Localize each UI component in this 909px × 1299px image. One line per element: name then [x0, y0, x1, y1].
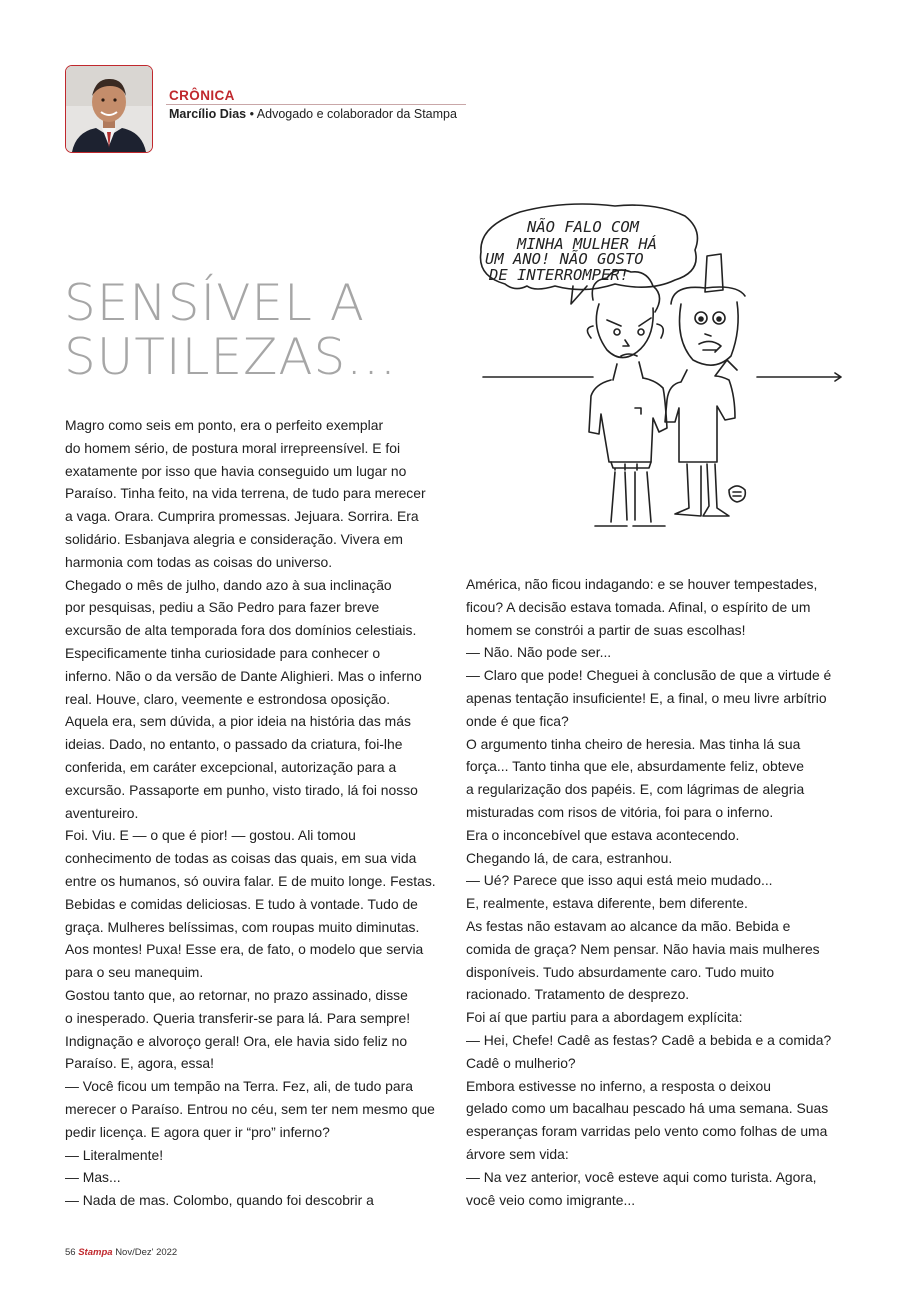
- paragraph-line: do homem sério, de postura moral irrepreensível. E foi: [65, 439, 401, 456]
- paragraph-line: Aquela era, sem dúvida, a pior ideia na história das más: [65, 713, 411, 730]
- paragraph-line: você veio como imigrante...: [466, 1191, 636, 1208]
- paragraph-line: exatamente por isso que havia conseguido um lugar no: [65, 462, 407, 479]
- paragraph-line: Bebidas e comidas deliciosas. E tudo à vontade. Tudo de: [65, 895, 418, 912]
- paragraph-line: América, não ficou indagando: e se houver tempestades,: [466, 576, 818, 592]
- balloon-line-2: MINHA MULHER HÁ: [517, 235, 657, 253]
- paragraph-line: real. Houve, claro, veemente e estrondosa oposição.: [65, 690, 391, 707]
- issue-date: Nov/Dez' 2022: [115, 1247, 178, 1258]
- paragraph-line: Foi. Viu. E — o que é pior! — gostou. Ali tomou: [65, 827, 356, 844]
- cartoon-man-with-hat: [665, 254, 745, 516]
- paragraph-line: Indignação e alvoroço geral! Ora, ele havia sido feliz no: [65, 1032, 408, 1049]
- paragraph-line: inferno. Não o da versão de Dante Alighieri. Mas o inferno: [65, 667, 422, 684]
- paragraph-line: Especificamente tinha curiosidade para conhecer o: [65, 644, 381, 661]
- paragraph-line: — Na vez anterior, você esteve aqui como turista. Agora,: [466, 1168, 817, 1185]
- article-headline: [64, 276, 397, 384]
- paragraph-line: — Ué? Parece que isso aqui está meio mudado...: [466, 872, 773, 889]
- byline: [169, 107, 457, 121]
- paragraph-line: a vaga. Orara. Cumprira promessas. Jejuara. Sorrira. Era: [65, 508, 419, 525]
- paragraph-line: — Nada de mas. Colombo, quando foi descobrir a: [65, 1192, 374, 1209]
- paragraph-line: solidário. Esbanjava alegria e consideração. Vivera em: [65, 530, 403, 547]
- author-name: Marcílio Dias: [169, 107, 247, 121]
- paragraph-line: — Claro que pode! Cheguei à conclusão de que a virtude é: [466, 667, 832, 684]
- section-label: CRÔNICA: [169, 88, 235, 103]
- paragraph-line: — Não. Não pode ser...: [466, 644, 612, 661]
- paragraph-line: Embora estivesse no inferno, a resposta o deixou: [466, 1077, 771, 1094]
- paragraph-line: a regularização dos papéis. E, com lágrimas de alegria: [466, 781, 805, 798]
- paragraph-line: Aos montes! Puxa! Esse era, de fato, o modelo que servia: [65, 941, 424, 958]
- paragraph-line: Magro como seis em ponto, era o perfeito exemplar: [65, 417, 384, 433]
- paragraph-line: Chegado o mês de julho, dando azo à sua inclinação: [65, 576, 392, 593]
- paragraph-line: graça. Mulheres belíssimas, com roupas muito diminutas.: [65, 918, 420, 935]
- paragraph-line: para o seu manequim.: [65, 964, 204, 981]
- paragraph-line: conferida, em caráter excepcional, autorização para a: [65, 758, 397, 775]
- balloon-tail: [571, 286, 587, 304]
- paragraph-line: — Você ficou um tempão na Terra. Fez, ali, de tudo para: [65, 1078, 413, 1095]
- paragraph-line: — Literalmente!: [65, 1146, 164, 1163]
- paragraph-line: árvore sem vida:: [466, 1145, 569, 1162]
- paragraph-line: excursão. Passaporte em punho, visto tirado, lá foi nosso: [65, 781, 418, 798]
- headline-line-2: SUTILEZAS...: [64, 328, 397, 386]
- paragraph-line: apenas tentação insuficiente! E, a final, o meu livre arbítrio: [466, 689, 827, 706]
- article-column-2: [466, 573, 831, 1211]
- paragraph-line: racionado. Tratamento de desprezo.: [466, 986, 690, 1003]
- paragraph-line: — Hei, Chefe! Cadê as festas? Cadê a bebida e a comida?: [466, 1031, 832, 1048]
- paragraph-line: comida de graça? Nem pensar. Não havia mais mulheres: [466, 940, 820, 957]
- paragraph-line: Era o inconcebível que estava acontecendo.: [466, 826, 740, 843]
- paragraph-line: Chegando lá, de cara, estranhou.: [466, 849, 673, 866]
- cartoon-man-angry: [587, 270, 667, 526]
- paragraph-line: por pesquisas, pediu a São Pedro para fazer breve: [65, 599, 380, 616]
- paragraph-line: Gostou tanto que, ao retornar, no prazo assinado, disse: [65, 986, 408, 1003]
- headline-line-1: SENSÍVEL A: [64, 274, 365, 332]
- paragraph-line: homem se constrói a partir de suas escolhas!: [466, 621, 746, 638]
- paragraph-line: As festas não estavam ao alcance da mão. Bebida e: [466, 917, 791, 934]
- paragraph-line: ideias. Dado, no entanto, o passado da criatura, foi-lhe: [65, 736, 403, 753]
- balloon-line-1: NÃO FALO COM: [527, 218, 639, 236]
- paragraph-line: merecer o Paraíso. Entrou no céu, sem ter nem mesmo que: [65, 1100, 435, 1117]
- paragraph-line: gelado como um bacalhau pescado há uma semana. Suas: [466, 1100, 829, 1117]
- balloon-line-3: UM ANO! NÃO GOSTO: [485, 250, 644, 268]
- paragraph-line: E, realmente, estava diferente, bem diferente.: [466, 895, 748, 912]
- paragraph-line: entre os humanos, só ouvira falar. E de muito longe. Festas.: [65, 872, 436, 889]
- paragraph-line: conhecimento de todas as coisas das quais, em sua vida: [65, 850, 417, 867]
- magazine-name: Stampa: [78, 1247, 113, 1258]
- paragraph-line: harmonia com todas as coisas do universo.: [65, 553, 333, 570]
- paragraph-line: O argumento tinha cheiro de heresia. Mas tinha lá sua: [466, 735, 801, 752]
- paragraph-line: esperanças foram varridas pelo vento como folhas de uma: [466, 1123, 828, 1140]
- header-divider: [166, 104, 466, 105]
- paragraph-line: disponíveis. Tudo absurdamente caro. Tudo muito: [466, 963, 775, 980]
- article-column-1: [65, 414, 436, 1212]
- paragraph-line: misturadas com risos de vitória, foi para o inferno.: [466, 803, 774, 820]
- page-footer: [65, 1247, 177, 1258]
- balloon-line-4: DE INTERROMPER!: [489, 266, 629, 284]
- paragraph-line: onde é que fica?: [466, 712, 569, 729]
- paragraph-line: força... Tanto tinha que ele, absurdamente feliz, obteve: [466, 758, 804, 775]
- paragraph-line: Cadê o mulherio?: [466, 1054, 576, 1071]
- paragraph-line: Paraíso. Tinha feito, na vida terrena, de tudo para merecer: [65, 485, 426, 502]
- paragraph-line: Paraíso. E, agora, essa!: [65, 1055, 215, 1072]
- paragraph-line: excursão de alta temporada fora dos domínios celestiais.: [65, 622, 417, 639]
- paragraph-line: — Mas...: [65, 1169, 121, 1186]
- paragraph-line: aventureiro.: [65, 804, 139, 821]
- paragraph-line: pedir licença. E agora quer ir “pro” inferno?: [65, 1123, 330, 1140]
- paragraph-line: ficou? A decisão estava tomada. Afinal, o espírito de um: [466, 598, 811, 615]
- paragraph-line: Foi aí que partiu para a abordagem explícita:: [466, 1009, 743, 1026]
- paragraph-line: o inesperado. Queria transferir-se para lá. Para sempre!: [65, 1009, 411, 1026]
- cartoon-illustration: [475, 200, 855, 540]
- right-rule-line: [757, 373, 841, 381]
- author-portrait-image: [66, 66, 152, 152]
- byline-separator: •: [249, 107, 254, 121]
- author-role: Advogado e colaborador da Stampa: [256, 107, 457, 121]
- author-photo: [65, 65, 153, 153]
- page-number: 56: [65, 1247, 76, 1258]
